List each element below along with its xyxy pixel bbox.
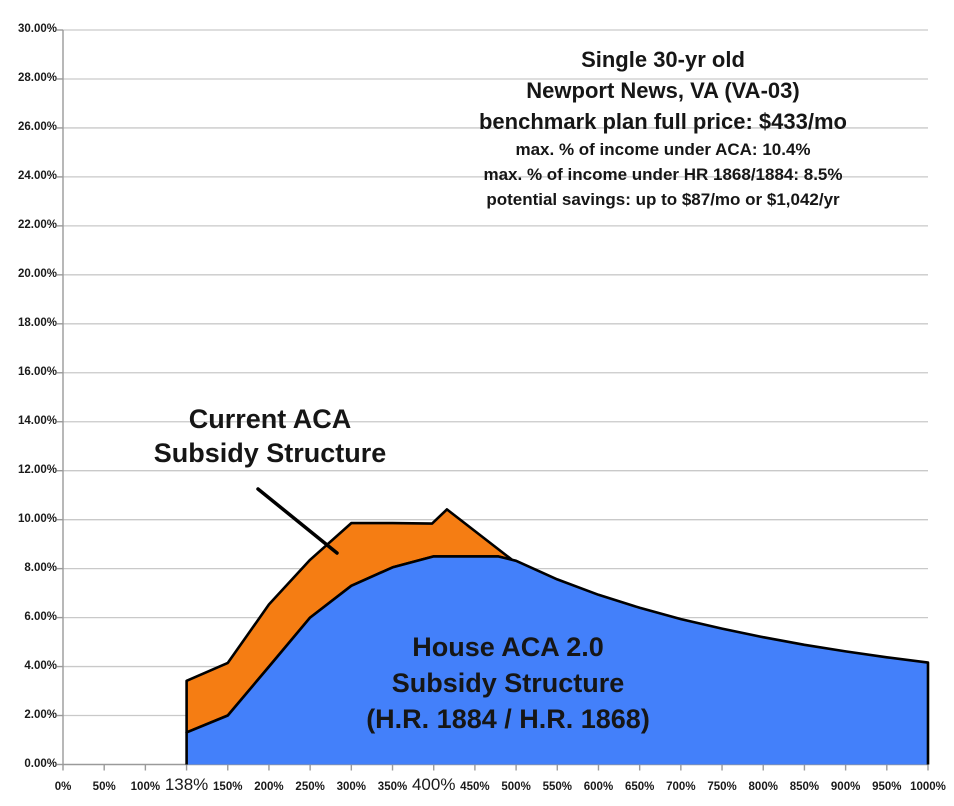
x-tick-label: 700% — [666, 781, 696, 793]
x-tick-label: 650% — [624, 781, 655, 793]
title-line-hr-max: max. % of income under HR 1868/1884: 8.5% — [483, 165, 843, 184]
y-tick-label: 24.00% — [17, 169, 57, 182]
y-tick-label: 22.00% — [17, 218, 57, 231]
x-tick-label: 50% — [92, 781, 116, 793]
x-tick-label: 800% — [748, 781, 778, 793]
aca-series-label-line2: Subsidy Structure — [153, 438, 387, 468]
x-tick-label: 138% — [164, 775, 209, 794]
title-line-benchmark: benchmark plan full price: $433/mo — [478, 109, 847, 134]
y-tick-label: 12.00% — [17, 463, 57, 476]
x-tick-label: 500% — [501, 781, 531, 793]
y-tick-label: 0.00% — [24, 757, 57, 770]
y-tick-label: 14.00% — [17, 414, 57, 427]
y-tick-label: 4.00% — [24, 659, 57, 672]
x-tick-label: 400% — [411, 775, 456, 794]
y-tick-label: 28.00% — [17, 71, 57, 84]
title-line-location: Newport News, VA (VA-03) — [526, 78, 800, 103]
x-tick-label: 300% — [336, 781, 367, 793]
x-tick-label: 950% — [872, 781, 902, 793]
y-tick-label: 6.00% — [24, 610, 57, 623]
aca-series-label-line1: Current ACA — [188, 404, 352, 434]
x-tick-label: 900% — [830, 781, 861, 793]
x-tick-label: 200% — [254, 781, 284, 793]
title-line-savings: potential savings: up to $87/mo or $1,042/yr — [486, 190, 840, 209]
x-tick-label: 1000% — [910, 781, 946, 793]
y-tick-label: 26.00% — [17, 120, 57, 133]
title-line-subject: Single 30-yr old — [581, 47, 745, 72]
y-tick-label: 2.00% — [24, 708, 57, 721]
y-tick-label: 16.00% — [17, 365, 57, 378]
x-tick-label: 750% — [707, 781, 737, 793]
y-tick-label: 10.00% — [17, 512, 57, 525]
x-tick-label: 0% — [54, 781, 72, 793]
y-tick-label: 8.00% — [24, 561, 57, 574]
title-line-aca-max: max. % of income under ACA: 10.4% — [515, 140, 811, 159]
house-series-label — [308, 629, 708, 737]
x-tick-label: 450% — [460, 781, 490, 793]
x-tick-label: 600% — [583, 781, 614, 793]
x-tick-label: 350% — [377, 781, 408, 793]
x-tick-label: 150% — [213, 781, 243, 793]
y-tick-label: 30.00% — [17, 23, 57, 35]
chart-title-block — [383, 44, 943, 212]
y-tick-label: 20.00% — [17, 267, 57, 280]
aca-series-label — [70, 402, 470, 470]
y-tick-label: 18.00% — [17, 316, 57, 329]
x-tick-label: 550% — [542, 781, 572, 793]
house-series-label-line3: (H.R. 1884 / H.R. 1868) — [366, 704, 650, 734]
x-tick-label: 250% — [295, 781, 325, 793]
house-series-label-line2: Subsidy Structure — [391, 668, 625, 698]
aca-label-pointer-line — [258, 489, 337, 553]
house-series-label-line1: House ACA 2.0 — [412, 632, 604, 662]
x-tick-label: 850% — [789, 781, 820, 793]
x-tick-label: 100% — [130, 781, 161, 793]
